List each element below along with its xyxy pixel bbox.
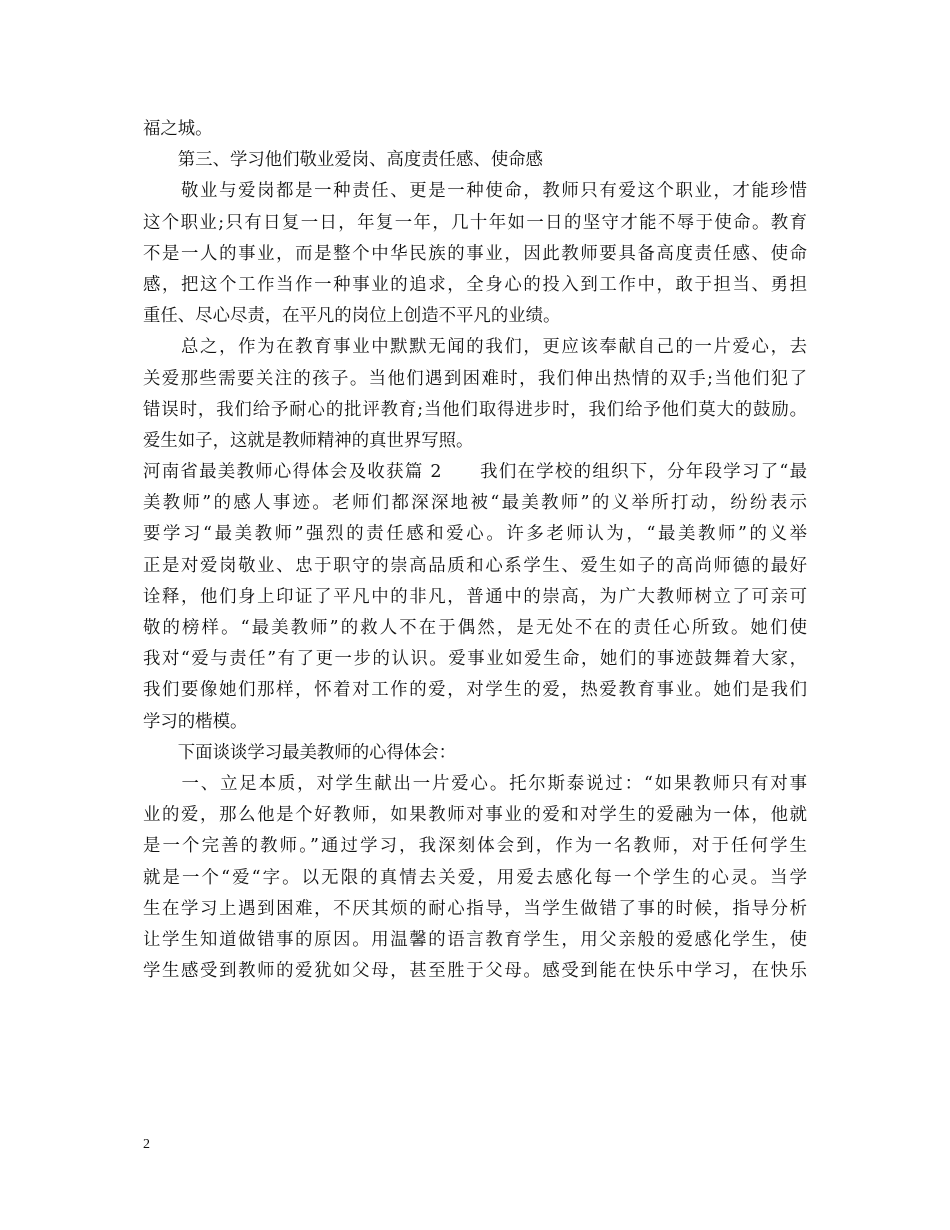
text-line: 诠释，他们身上印证了平凡中的非凡，普通中的崇高，为广大教师树立了可亲可 (143, 586, 807, 607)
text-line: 学生感受到教师的爱犹如父母，甚至胜于父母。感受到能在快乐中学习，在快乐 (143, 961, 807, 982)
text-line: 下面谈谈学习最美教师的心得体会： (143, 742, 457, 763)
text-line: 爱生如子，这就是教师精神的真世界写照。 (143, 430, 474, 451)
text-line: 让学生知道做错事的原因。用温馨的语言教育学生，用父亲般的爱感化学生，使 (143, 929, 807, 950)
text-line: 敬业与爱岗都是一种责任、更是一种使命，教师只有爱这个职业，才能珍惜 (143, 181, 807, 202)
text-line: 一、立足本质，对学生献出一片爱心。托尔斯泰说过：“如果教师只有对事 (143, 773, 807, 794)
text-line: 关爱那些需要关注的孩子。当他们遇到困难时，我们伸出热情的双手;当他们犯了 (143, 368, 807, 389)
text-line: 是一个完善的教师。”通过学习，我深刻体会到，作为一名教师，对于任何学生 (143, 836, 807, 857)
text-line: 错误时，我们给予耐心的批评教育;当他们取得进步时，我们给予他们莫大的鼓励。 (143, 399, 807, 420)
text-line: 重任、尽心尽责，在平凡的岗位上创造不平凡的业绩。 (143, 306, 561, 327)
text-line: 我对“爱与责任”有了更一步的认识。爱事业如爱生命，她们的事迹鼓舞着大家， (143, 649, 807, 670)
text-line: 不是一人的事业，而是整个中华民族的事业，因此教师要具备高度责任感、使命 (143, 243, 807, 264)
text-line: 这个职业;只有日复一日，年复一年，几十年如一日的坚守才能不辱于使命。教育 (143, 212, 807, 233)
text-line: 要学习“最美教师”强烈的责任感和爱心。许多老师认为，“最美教师”的义举 (143, 524, 807, 545)
text-line: 总之，作为在教育事业中默默无闻的我们，更应该奉献自己的一片爱心，去 (143, 337, 807, 358)
text-line: 我们要像她们那样，怀着对工作的爱，对学生的爱，热爱教育事业。她们是我们 (143, 680, 807, 701)
text-line: 就是一个“爱“字。以无限的真情去关爱，用爱去感化每一个学生的心灵。当学 (143, 867, 807, 888)
text-line: 河南省最美教师心得体会及收获篇 2 我们在学校的组织下，分年段学习了“最 (143, 462, 807, 483)
text-line: 第三、学习他们敬业爱岗、高度责任感、使命感 (143, 150, 543, 171)
page-number: 2 (143, 1137, 150, 1152)
text-line: 业的爱，那么他是个好教师，如果教师对事业的爱和对学生的爱融为一体，他就 (143, 805, 807, 826)
body-text (143, 114, 807, 987)
text-line: 生在学习上遇到困难，不厌其烦的耐心指导，当学生做错了事的时候，指导分析 (143, 898, 807, 919)
text-line: 美教师”的感人事迹。老师们都深深地被“最美教师”的义举所打动，纷纷表示 (143, 493, 807, 514)
text-line: 学习的楷模。 (143, 711, 248, 732)
text-line: 感，把这个工作当作一种事业的追求，全身心的投入到工作中，敢于担当、勇担 (143, 274, 807, 295)
text-line: 正是对爱岗敬业、忠于职守的崇高品质和心系学生、爱生如子的高尚师德的最好 (143, 555, 807, 576)
text-line: 福之城。 (143, 119, 213, 139)
text-line: 敬的榜样。“最美教师”的救人不在于偶然，是无处不在的责任心所致。她们使 (143, 618, 807, 638)
